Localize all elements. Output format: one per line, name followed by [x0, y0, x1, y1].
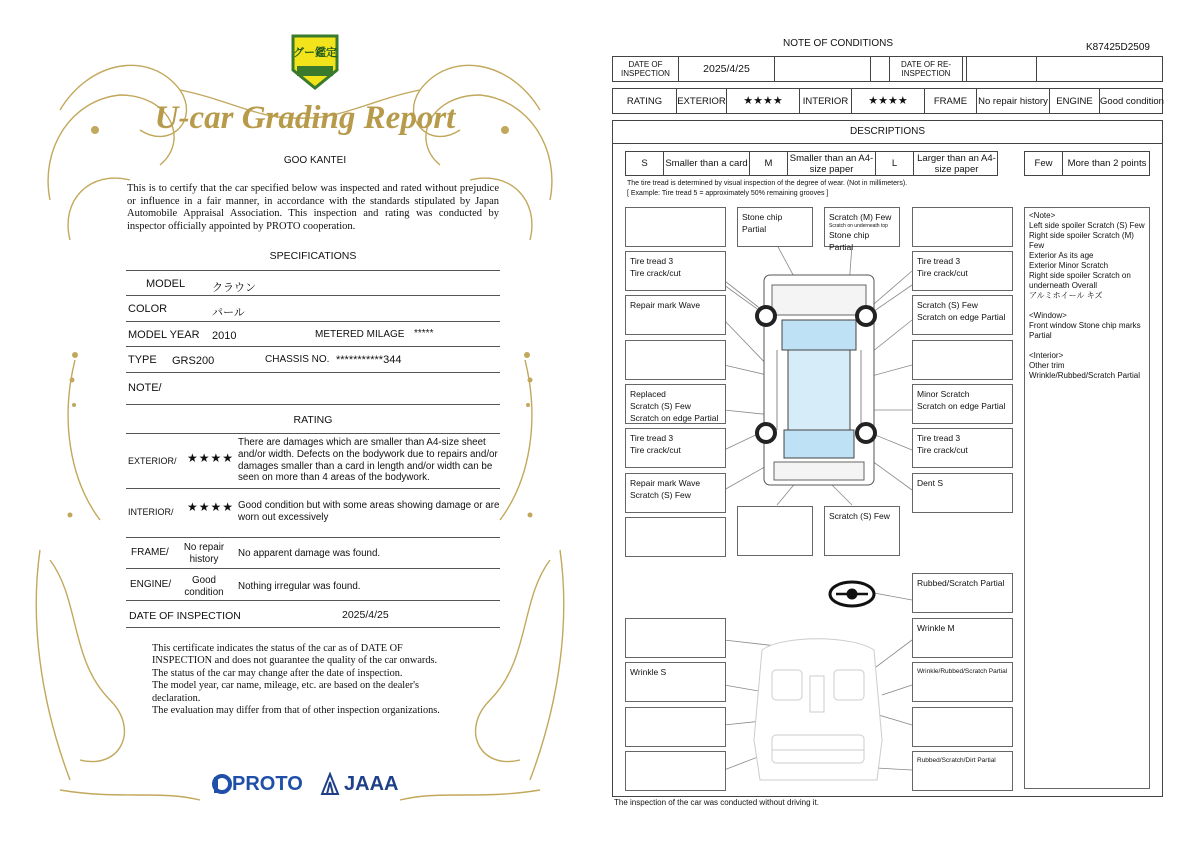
- exterior-note-box: [625, 428, 726, 468]
- legend-few-description: More than 2 points: [1067, 158, 1147, 169]
- exterior-note-box: [625, 340, 726, 380]
- exterior-note-box: [912, 340, 1013, 380]
- jaaa-logo: [320, 771, 398, 797]
- type-label: TYPE: [128, 354, 157, 366]
- jaaa-logo-text: JAAA: [344, 772, 399, 795]
- date-row: [612, 56, 1163, 82]
- note-label: NOTE/: [128, 382, 162, 394]
- model-value: クラウン: [212, 282, 256, 294]
- exterior-note-box: [625, 295, 726, 335]
- model-label: MODEL: [146, 278, 186, 290]
- note-text-small: Scratch on underneath top: [829, 223, 888, 229]
- reference-number: K87425D2509: [1086, 42, 1150, 53]
- note-text: Tire crack/cut: [917, 268, 968, 278]
- note-heading: <Note>: [1029, 211, 1056, 220]
- note-text: Scratch (M) Few: [829, 212, 892, 222]
- interior-note-box: [625, 662, 726, 702]
- reinspection-value: [963, 57, 1037, 81]
- proto-logo: [212, 771, 303, 797]
- note-text: Tire crack/cut: [630, 268, 681, 278]
- legend-few: Few: [1025, 152, 1063, 175]
- tire-note: The tire tread is determined by visual inspection of the degree of wear. (Not in millimeters).: [627, 180, 908, 187]
- goo-kantei-logo: [289, 32, 341, 92]
- type-value: GRS200: [172, 355, 215, 367]
- divider: [126, 295, 500, 296]
- frame-value: No repair history: [183, 542, 225, 565]
- frame-label: FRAME: [925, 89, 977, 113]
- frame-label: FRAME/: [131, 547, 169, 558]
- note-text: Tire crack/cut: [917, 445, 968, 455]
- exterior-note-box: [912, 473, 1013, 513]
- note-text: Wrinkle/Rubbed/Scratch Partial: [917, 668, 1008, 675]
- exterior-stars: ★★★★: [187, 451, 235, 465]
- window-heading: <Window>: [1029, 311, 1067, 320]
- legend-l: L: [876, 152, 914, 175]
- empty-cell: [775, 57, 871, 81]
- interior-note-box: [625, 707, 726, 747]
- note-text: Tire tread 3: [917, 433, 961, 443]
- chassis-label: CHASSIS NO.: [265, 354, 330, 365]
- disclaimer-line: The evaluation may differ from that of other inspection organizations.: [152, 705, 440, 717]
- note-text: Repair mark Wave: [630, 300, 701, 310]
- note-text: Tire crack/cut: [630, 445, 681, 455]
- metered-milage-value: *****: [414, 328, 434, 339]
- exterior-note-box: [912, 384, 1013, 424]
- divider: [126, 488, 500, 489]
- report-title: U-car Grading Report: [154, 100, 456, 136]
- tire-example: [ Example: Tire tread 5 = approximately 50% remaining grooves ]: [627, 190, 829, 197]
- rating-heading: RATING: [293, 414, 333, 426]
- exterior-note-box: [824, 506, 900, 556]
- proto-logo-text: PROTO: [232, 772, 303, 795]
- note-text: Scratch (S) Few: [630, 490, 691, 500]
- interior-stars: ★★★★: [187, 500, 235, 514]
- steering-wheel-icon: [830, 582, 874, 606]
- exterior-note-box: [625, 251, 726, 291]
- report-subtitle: GOO KANTEI: [283, 155, 347, 166]
- note-line: アルミホイール キズ: [1029, 291, 1103, 300]
- divider: [126, 568, 500, 569]
- model-year-label: MODEL YEAR: [128, 329, 200, 341]
- engine-description: Nothing irregular was found.: [238, 581, 361, 592]
- note-line: Left side spoiler Scratch (S) Few: [1029, 221, 1145, 230]
- legend-l-description: Larger than an A4-size paper: [917, 152, 996, 175]
- disclaimer-line: INSPECTION and does not guarantee the quality of the car onwards.: [152, 655, 438, 667]
- divider: [126, 433, 500, 434]
- notes-panel: [1024, 207, 1150, 789]
- exterior-note-box: [912, 251, 1013, 291]
- note-text: Tire tread 3: [917, 256, 961, 266]
- specifications-heading: SPECIFICATIONS: [269, 250, 357, 262]
- frame-value: No repair history: [977, 89, 1050, 113]
- interior-heading: <Interior>: [1029, 351, 1064, 360]
- jaaa-logo-icon: [320, 772, 340, 796]
- interior-stars: ★★★★: [852, 89, 925, 113]
- note-line: Exterior As its age: [1029, 251, 1094, 260]
- interior-note-box: [625, 618, 726, 658]
- reinspection-label: DATE OF RE-INSPECTION: [889, 57, 963, 81]
- certification-statement: This is to certify that the car specified below was inspected and rated without prejudice or influence in a fair manner, in accordance with the standards stipulated by Japan Automobile Appraisal Association. This inspection and rating was conducted by inspector officially appointed by PROTO cooperation.: [127, 183, 499, 232]
- color-value: パール: [212, 307, 245, 319]
- descriptions-heading: DESCRIPTIONS: [612, 120, 1163, 144]
- note-text: Scratch (S) Few: [630, 401, 691, 411]
- note-text: Scratch (S) Few: [917, 300, 978, 310]
- exterior-note-box: [737, 506, 813, 556]
- date-of-inspection-value: 2025/4/25: [679, 57, 775, 81]
- engine-label: ENGINE: [1050, 89, 1100, 113]
- note-line: Right side spoiler Scratch (M) Few: [1029, 231, 1134, 250]
- note-text: Scratch (S) Few: [829, 511, 890, 521]
- exterior-note-box: [912, 428, 1013, 468]
- note-text: Tire tread 3: [630, 433, 674, 443]
- exterior-note-box: [912, 207, 1013, 247]
- metered-milage-label: METERED MILAGE: [315, 329, 405, 340]
- divider: [126, 627, 500, 628]
- divider: [126, 404, 500, 405]
- divider: [126, 537, 500, 538]
- interior-label: INTERIOR/: [128, 507, 174, 517]
- interior-note-box: [912, 573, 1013, 613]
- footer-note: The inspection of the car was conducted without driving it.: [614, 798, 819, 807]
- note-text: Scratch on edge Partial: [917, 312, 1006, 322]
- few-legend: [1024, 151, 1150, 176]
- note-text: Stone chip Partial: [829, 230, 870, 252]
- exterior-note-box: [625, 517, 726, 557]
- divider: [126, 600, 500, 601]
- engine-value: Good condition: [184, 575, 224, 598]
- date-of-inspection-label: DATE OF INSPECTION: [613, 57, 679, 81]
- disclaimer-line: This certificate indicates the status of the car as of DATE OF: [152, 643, 403, 654]
- disclaimer-line: The status of the car may change after the date of inspection.: [152, 667, 403, 679]
- size-legend: [625, 151, 998, 176]
- interior-line: Other trim: [1029, 361, 1065, 370]
- disclaimer: [152, 643, 482, 717]
- legend-m: M: [750, 152, 788, 175]
- note-text: Rubbed/Scratch Partial: [917, 578, 1005, 588]
- interior-description: Good condition but with some areas showing damage or are worn out excessively: [238, 500, 500, 523]
- divider: [126, 346, 500, 347]
- note-text: Repair mark Wave: [630, 478, 701, 488]
- rating-row: [612, 88, 1163, 114]
- legend-s: S: [626, 152, 664, 175]
- window-line: Front window Stone chip marks Partial: [1029, 321, 1141, 340]
- car-interior-view: [754, 639, 882, 780]
- empty-cell: [1037, 57, 1164, 81]
- note-text: Scratch on edge Partial: [630, 413, 719, 423]
- note-text: Tire tread 3: [630, 256, 674, 266]
- divider: [126, 270, 500, 271]
- date-of-inspection-value: 2025/4/25: [342, 609, 389, 621]
- exterior-stars: ★★★★: [727, 89, 800, 113]
- interior-note-box: [912, 662, 1013, 702]
- exterior-label: EXTERIOR/: [128, 456, 177, 466]
- note-text: Dent S: [917, 478, 943, 488]
- interior-line: Wrinkle/Rubbed/Scratch Partial: [1029, 371, 1141, 380]
- interior-note-box: [912, 751, 1013, 791]
- exterior-note-box: [625, 207, 726, 247]
- exterior-note-box: [737, 207, 813, 247]
- color-label: COLOR: [128, 303, 168, 315]
- legend-s-description: Smaller than a card: [664, 152, 750, 175]
- note-text: Rubbed/Scratch/Dirt Partial: [917, 757, 996, 764]
- note-text: Replaced: [630, 389, 666, 399]
- note-text: Minor Scratch: [917, 389, 970, 399]
- note-text: Scratch on edge Partial: [917, 401, 1006, 411]
- sheet-title: NOTE OF CONDITIONS: [783, 38, 893, 49]
- exterior-note-box: [625, 384, 726, 424]
- model-year-value: 2010: [212, 330, 237, 342]
- interior-note-box: [912, 707, 1013, 747]
- note-text: Wrinkle M: [917, 623, 955, 633]
- logo-text: グー鑑定: [293, 47, 337, 59]
- note-line: Exterior Minor Scratch: [1029, 261, 1109, 270]
- proto-logo-icon: [212, 773, 232, 795]
- chassis-value: ***********344: [336, 354, 402, 366]
- interior-note-box: [912, 618, 1013, 658]
- engine-value: Good condition: [1100, 95, 1164, 107]
- interior-label: INTERIOR: [800, 89, 852, 113]
- exterior-note-box: [824, 207, 900, 252]
- exterior-label: EXTERIOR: [677, 89, 727, 113]
- disclaimer-line: declaration.: [152, 692, 201, 704]
- legend-m-description: Smaller than an A4-size paper: [788, 152, 876, 175]
- interior-note-box: [625, 751, 726, 791]
- car-top-view: [764, 275, 874, 485]
- exterior-note-box: [625, 473, 726, 513]
- divider: [126, 321, 500, 322]
- exterior-note-box: [912, 295, 1013, 335]
- frame-description: No apparent damage was found.: [238, 548, 381, 559]
- disclaimer-line: The model year, car name, mileage, etc. are based on the dealer's: [152, 680, 420, 692]
- divider: [126, 372, 500, 373]
- note-text: Wrinkle S: [630, 667, 667, 677]
- rating-label: RATING: [613, 89, 677, 113]
- date-of-inspection-label: DATE OF INSPECTION: [129, 610, 241, 622]
- note-text: Stone chip Partial: [742, 212, 783, 234]
- note-line: Right side spoiler Scratch on underneath Overall: [1029, 271, 1131, 290]
- exterior-description: There are damages which are smaller than A4-size sheet and/or width. Defects on the bodywork due to repairs and/or damages smaller than a card in length and/or width can be seen on more than 4 areas of the bodywork.: [238, 437, 498, 484]
- engine-label: ENGINE/: [130, 579, 172, 590]
